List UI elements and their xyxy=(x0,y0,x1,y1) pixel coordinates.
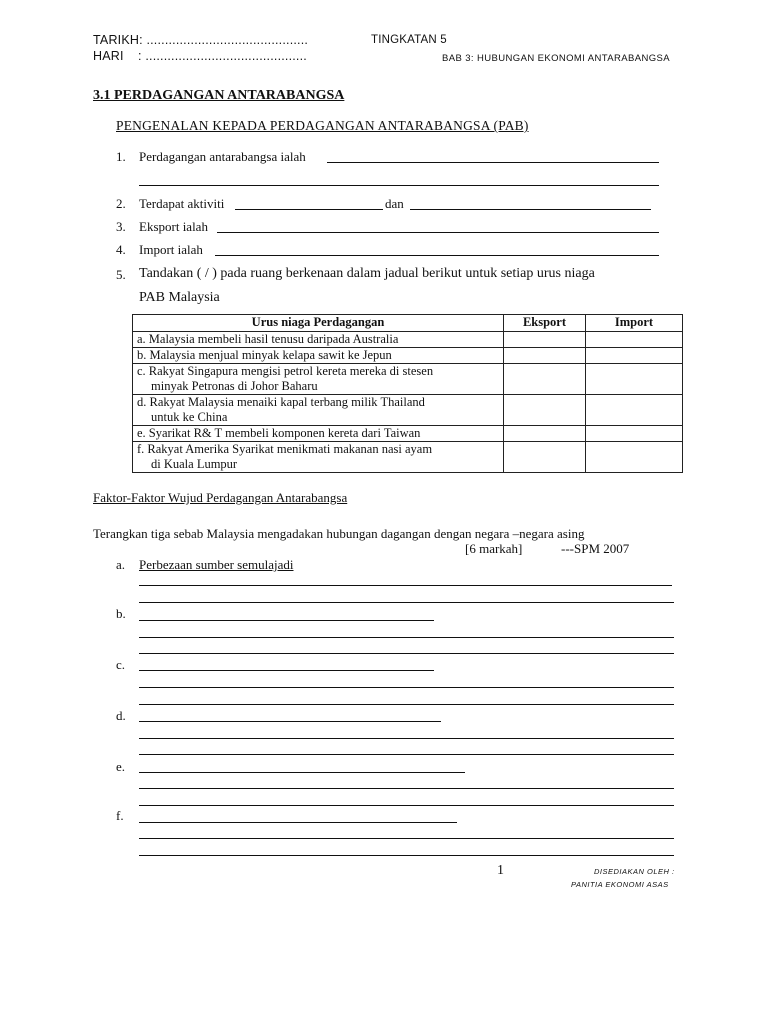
q4-number: 4. xyxy=(116,242,126,257)
eksport-checkbox-cell[interactable] xyxy=(504,395,586,426)
q2-answer-line-1[interactable] xyxy=(235,209,383,210)
panitia-label: PANITIA EKONOMI ASAS xyxy=(571,880,669,889)
faktor-question: Terangkan tiga sebab Malaysia mengadakan hubungan dagangan dengan negara –negara asing xyxy=(93,526,585,541)
trade-table xyxy=(132,314,683,473)
item-d-answer-line[interactable] xyxy=(139,738,674,739)
q2-mid-text: dan xyxy=(385,196,404,211)
tingkatan-label: TINGKATAN 5 xyxy=(371,34,447,46)
item-a-answer-line[interactable] xyxy=(139,585,672,586)
import-checkbox-cell[interactable] xyxy=(586,348,683,364)
import-checkbox-cell[interactable] xyxy=(586,426,683,442)
faktor-title: Faktor-Faktor Wujud Perdagangan Antarabangsa xyxy=(93,490,348,505)
header-urus-niaga: Urus niaga Perdagangan xyxy=(133,315,504,332)
transaction-text: c. Rakyat Singapura mengisi petrol kereta mereka di stesen xyxy=(137,364,434,378)
transaction-text: e. Syarikat R& T membeli komponen kereta dari Taiwan xyxy=(137,426,421,440)
header-eksport: Eksport xyxy=(504,315,586,332)
item-b-answer-line[interactable] xyxy=(139,653,674,654)
item-d-answer-line[interactable] xyxy=(139,754,674,755)
eksport-checkbox-cell[interactable] xyxy=(504,442,586,473)
transaction-text: d. Rakyat Malaysia menaiki kapal terbang milik Thailand xyxy=(137,395,425,409)
markah-label: [6 markah] xyxy=(465,541,523,556)
item-a-label: a. xyxy=(116,557,126,572)
import-checkbox-cell[interactable] xyxy=(586,364,683,395)
import-checkbox-cell[interactable] xyxy=(586,332,683,348)
item-f-answer-line[interactable] xyxy=(139,838,674,839)
item-c-label: c. xyxy=(116,657,126,672)
transaction-text: a. Malaysia membeli hasil tenusu daripada Australia xyxy=(137,332,399,346)
transaction-text-cont: untuk ke China xyxy=(151,410,228,424)
q4-text: Import ialah xyxy=(139,242,203,257)
transaction-cell xyxy=(133,442,504,473)
hari-field: : ............................................ xyxy=(138,49,307,63)
table-row xyxy=(133,364,683,395)
item-e-heading-line[interactable] xyxy=(139,772,465,773)
item-e-label: e. xyxy=(116,759,126,774)
item-c-heading-line[interactable] xyxy=(139,670,434,671)
eksport-checkbox-cell[interactable] xyxy=(504,426,586,442)
q2-number: 2. xyxy=(116,196,126,211)
hari-label: HARI xyxy=(93,49,124,63)
q1-text: Perdagangan antarabangsa ialah xyxy=(139,149,306,164)
q1-answer-line[interactable] xyxy=(327,162,659,163)
transaction-cell xyxy=(133,332,504,348)
item-d-heading-line[interactable] xyxy=(139,721,441,722)
table-row xyxy=(133,395,683,426)
page-number: 1 xyxy=(497,863,504,878)
item-b-label: b. xyxy=(116,606,126,621)
eksport-checkbox-cell[interactable] xyxy=(504,348,586,364)
transaction-text-cont: minyak Petronas di Johor Baharu xyxy=(151,379,318,393)
table-row xyxy=(133,426,683,442)
item-e-answer-line[interactable] xyxy=(139,788,674,789)
chapter-label: BAB 3: HUBUNGAN EKONOMI ANTARABANGSA xyxy=(442,53,671,64)
item-f-label: f. xyxy=(116,808,124,823)
spm-label: ---SPM 2007 xyxy=(561,541,630,556)
item-c-answer-line[interactable] xyxy=(139,704,674,705)
item-f-answer-line[interactable] xyxy=(139,855,674,856)
q3-answer-line[interactable] xyxy=(217,232,659,233)
item-c-answer-line[interactable] xyxy=(139,687,674,688)
q5-text-2: PAB Malaysia xyxy=(139,290,220,305)
section-subtitle: PENGENALAN KEPADA PERDAGANGAN ANTARABANGSA (PAB) xyxy=(116,118,529,133)
item-a-answer-line[interactable] xyxy=(139,602,674,603)
tarikh-field: TARIKH: ............................................ xyxy=(93,33,309,47)
table-row xyxy=(133,442,683,473)
q1-number: 1. xyxy=(116,149,126,164)
q5-text: Tandakan ( / ) pada ruang berkenaan dalam jadual berikut untuk setiap urus niaga xyxy=(139,266,595,281)
table-header-row xyxy=(133,315,683,332)
item-b-answer-line[interactable] xyxy=(139,637,674,638)
q2-answer-line-2[interactable] xyxy=(410,209,651,210)
table-row xyxy=(133,348,683,364)
table-row xyxy=(133,332,683,348)
transaction-cell xyxy=(133,426,504,442)
transaction-text: b. Malaysia menjual minyak kelapa sawit ke Jepun xyxy=(137,348,392,362)
transaction-cell xyxy=(133,348,504,364)
item-a-text: Perbezaan sumber semulajadi xyxy=(139,557,294,572)
prepared-by-label: DISEDIAKAN OLEH : xyxy=(594,867,675,876)
import-checkbox-cell[interactable] xyxy=(586,442,683,473)
item-b-heading-line[interactable] xyxy=(139,620,434,621)
transaction-cell xyxy=(133,364,504,395)
q3-number: 3. xyxy=(116,219,126,234)
item-f-heading-line[interactable] xyxy=(139,822,457,823)
transaction-cell xyxy=(133,395,504,426)
q4-answer-line[interactable] xyxy=(215,255,659,256)
eksport-checkbox-cell[interactable] xyxy=(504,332,586,348)
transaction-text-cont: di Kuala Lumpur xyxy=(151,457,238,471)
eksport-checkbox-cell[interactable] xyxy=(504,364,586,395)
q3-text: Eksport ialah xyxy=(139,219,208,234)
transaction-text: f. Rakyat Amerika Syarikat menikmati makanan nasi ayam xyxy=(137,442,433,456)
q2-text: Terdapat aktiviti xyxy=(139,196,225,211)
header-import: Import xyxy=(586,315,683,332)
section-title: 3.1 PERDAGANGAN ANTARABANGSA xyxy=(93,88,345,103)
item-d-label: d. xyxy=(116,708,126,723)
q5-number: 5. xyxy=(116,267,126,282)
q1-answer-line-2[interactable] xyxy=(139,185,659,186)
import-checkbox-cell[interactable] xyxy=(586,395,683,426)
item-e-answer-line[interactable] xyxy=(139,805,674,806)
